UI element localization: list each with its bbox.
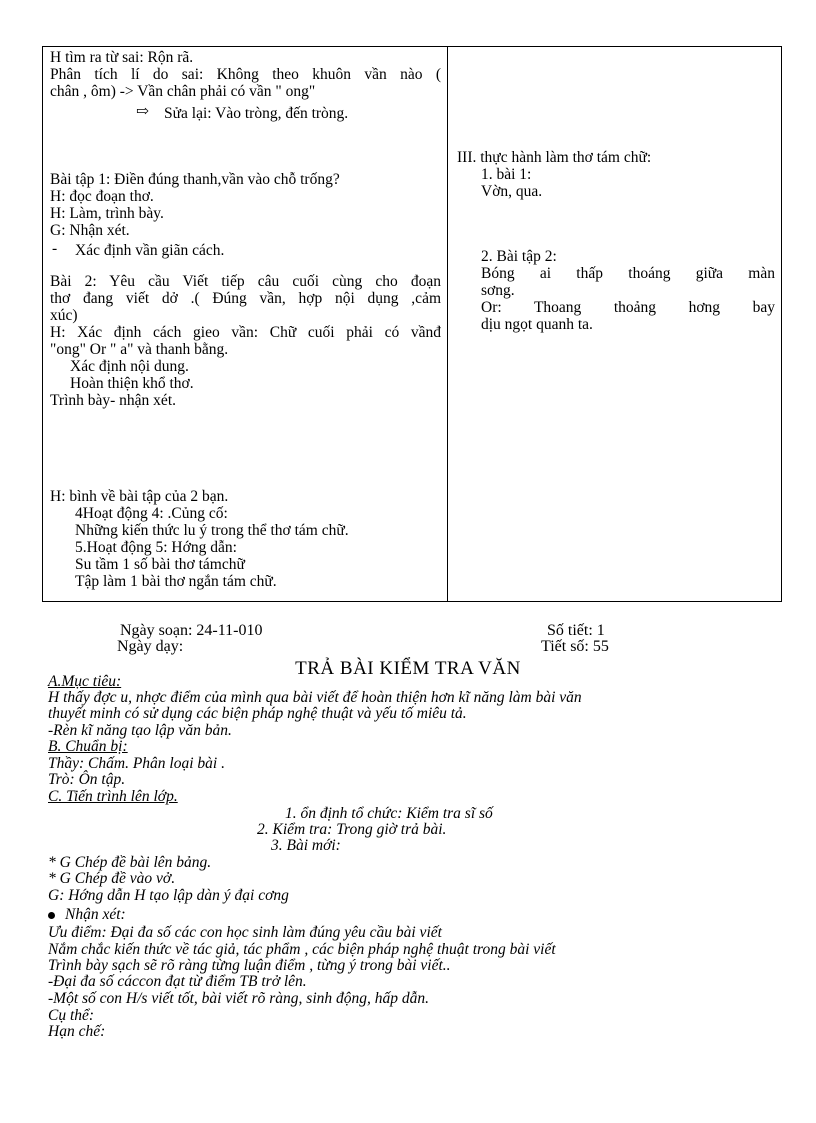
tail-line-1: Ưu điểm: Đại đa số các con học sinh làm đúng yêu cầu bài viết	[48, 924, 442, 941]
left-line-21: 5.Hoạt động 5: Hớng dẫn:	[75, 539, 237, 556]
left-line-9: Xác định vần giãn cách.	[75, 242, 225, 259]
left-line-18: H: bình về bài tập của 2 bạn.	[50, 488, 229, 505]
left-line-7: H: Làm, trình bày.	[50, 205, 164, 222]
left-line-6: H: đọc đoạn thơ.	[50, 188, 154, 205]
left-line-14: "ong" Or " a" và thanh bằng.	[50, 341, 229, 358]
left-line-2: Phân tích lí do sai: Không theo khuôn vần nào (	[50, 66, 441, 83]
left-line-5: Bài tập 1: Điền đúng thanh,vần vào chỗ trống?	[50, 171, 340, 188]
tail-line-3: Trình bày sạch sẽ rõ ràng từng luận điểm , từng ý trong bài viết..	[48, 957, 451, 974]
left-line-23: Tập làm 1 bài thơ ngắn tám chữ.	[75, 573, 277, 590]
table-right-column	[448, 47, 781, 601]
so-tiet: Số tiết: 1	[547, 622, 605, 639]
c-line-2: * G Chép đề vào vở.	[48, 870, 176, 887]
tail-line-5: -Một số con H/s viết tốt, bài viết rõ ràng, sinh động, hấp dẫn.	[48, 990, 430, 1007]
left-line-12: xúc)	[50, 307, 78, 324]
left-line-13: H: Xác định cách gieo vần: Chữ cuối phải có vầnđ	[50, 324, 441, 341]
bullet-icon	[48, 912, 55, 919]
left-line-22: Su tầm 1 số bài thơ támchữ	[75, 556, 245, 573]
tiet-so: Tiết số: 55	[541, 638, 609, 655]
right-line-4: 2. Bài tập 2:	[481, 248, 557, 265]
left-line-11: thơ đang viết dở .( Đúng vần, hợp nội dụng ,cảm	[50, 290, 441, 307]
left-line-3: chân , ôm) -> Vần chân phải có vần " ong"	[50, 83, 316, 100]
b-line-2: Trò: Ôn tập.	[48, 771, 126, 788]
tail-line-2: Nắm chắc kiến thức về tác giả, tác phẩm , các biện pháp nghệ thuật trong bài viết	[48, 941, 556, 958]
left-line-17: Trình bày- nhận xét.	[50, 392, 176, 409]
c-step-1: 1. ổn định tổ chức: Kiểm tra sĩ số	[285, 805, 493, 822]
a-line-3: -Rèn kĩ năng tạo lập văn bản.	[48, 722, 232, 739]
tail-line-4: -Đại đa số cáccon đạt từ điểm TB trở lên.	[48, 973, 307, 990]
tail-line-6: Cụ thể:	[48, 1007, 95, 1024]
arrow-icon: ⇨	[136, 103, 149, 120]
left-line-16: Hoàn thiện khổ thơ.	[70, 375, 194, 392]
right-line-8: dịu ngọt quanh ta.	[481, 316, 593, 333]
c-line-3: G: Hớng dẫn H tạo lập dàn ý đại cơng	[48, 887, 289, 904]
section-b-heading: B. Chuẩn bị:	[48, 738, 128, 755]
section-a-heading: A.Mục tiêu:	[48, 673, 122, 690]
left-line-10: Bài 2: Yêu cầu Viết tiếp câu cuối cùng cho đoạn	[50, 273, 441, 290]
lesson-table	[42, 46, 782, 602]
section-c-heading: C. Tiến trình lên lớp.	[48, 788, 178, 805]
dash-bullet: -	[52, 240, 58, 257]
c-step-2: 2. Kiểm tra: Trong giờ trả bài.	[257, 821, 447, 838]
a-line-2: thuyết minh có sử dụng các biện pháp nghệ thuật và yếu tố miêu tả.	[48, 705, 467, 722]
a-line-1: H thấy đợc u, nhợc điểm của mình qua bài viết để hoàn thiện hơn kĩ năng làm bài văn	[48, 689, 582, 706]
table-left-column	[43, 47, 448, 601]
left-line-15: Xác định nội dung.	[70, 358, 189, 375]
right-line-7: Or: Thoang thoảng hơng bay	[481, 299, 775, 316]
left-line-4: Sửa lại: Vào tròng, đến tròng.	[164, 105, 349, 122]
right-line-1: III. thực hành làm thơ tám chữ:	[457, 149, 652, 166]
left-line-20: Những kiến thức lu ý trong thể thơ tám chữ.	[75, 522, 349, 539]
left-line-1: H tìm ra từ sai: Rộn rã.	[50, 49, 194, 66]
page-title: TRẢ BÀI KIỂM TRA VĂN	[295, 658, 521, 679]
c-step-3: 3. Bài mới:	[271, 837, 341, 854]
nhan-xet-label: Nhận xét:	[65, 906, 126, 923]
right-line-2: 1. bài 1:	[481, 166, 532, 183]
ngay-soan: Ngày soạn: 24-11-010	[120, 622, 263, 639]
right-line-6: sơng.	[481, 282, 515, 299]
ngay-day: Ngày dạy:	[117, 638, 184, 655]
nhan-xet-row	[48, 907, 126, 924]
left-line-8: G: Nhận xét.	[50, 222, 130, 239]
tail-line-7: Hạn chế:	[48, 1023, 106, 1040]
left-line-19: 4Hoạt động 4: .Củng cố:	[75, 505, 228, 522]
right-line-5: Bóng ai thấp thoáng giữa màn	[481, 265, 775, 282]
right-line-3: Vờn, qua.	[481, 183, 543, 200]
b-line-1: Thầy: Chấm. Phân loại bài .	[48, 755, 225, 772]
c-line-1: * G Chép đề bài lên bảng.	[48, 854, 212, 871]
